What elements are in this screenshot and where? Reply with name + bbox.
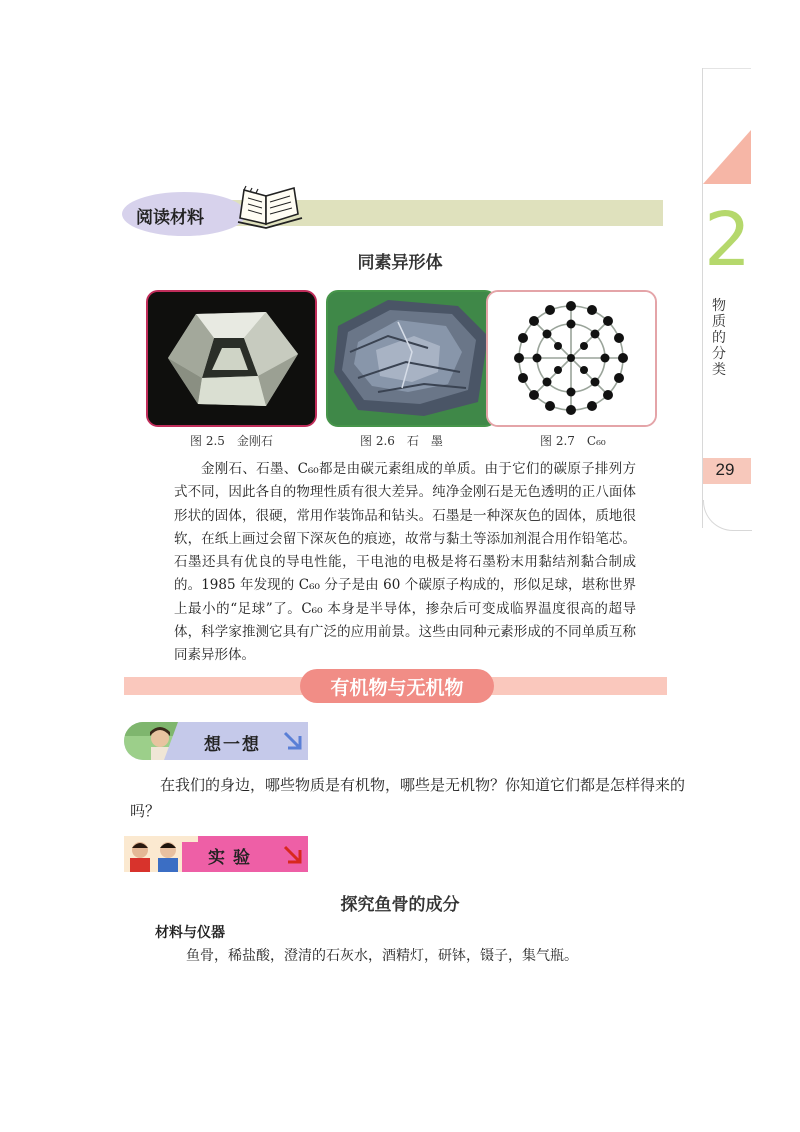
reading-paragraph bbox=[174, 458, 636, 668]
edge-curve bbox=[703, 500, 752, 531]
experiment-label: 实验 bbox=[208, 848, 258, 868]
think-label: 想一想 bbox=[204, 735, 261, 755]
page-number: 29 bbox=[715, 460, 735, 479]
graphite-figure bbox=[326, 290, 497, 427]
experiment-photo bbox=[124, 836, 198, 872]
chapter-title: 物质的分类 bbox=[712, 298, 726, 378]
figure-caption-diamond: 图 2.5 金刚石 bbox=[190, 434, 273, 448]
diamond-figure bbox=[146, 290, 317, 427]
chapter-triangle bbox=[703, 130, 751, 184]
think-text bbox=[130, 772, 686, 824]
arrow-down-right-icon bbox=[282, 844, 304, 870]
arrow-down-right-icon bbox=[282, 730, 304, 756]
edge-top-line bbox=[703, 68, 751, 69]
reading-paragraph-text: 金刚石、石墨、C₆₀都是由碳元素组成的单质。由于它们的碳原子排列方式不同，因此各自的物理性质有很大差异。纯净金刚石是无色透明的正八面体形状的固体，很硬，常用作装饰品和钻头。石墨是一种深灰色的固体，质地很软，在纸上画过会留下深灰色的痕迹，故常与黏土等添加剂混合用作铅笔芯。石墨还具有优良的导电性能，干电池的电极是将石墨粉末用黏结剂黏合制成的。1985 年发现的 C₆₀ 分子是由 60 个碳原子构成的，形似足球，堪称世界上最小的“足球”了。C₆₀ 本身是半导体，掺杂后可变成临界温度很高的超导体，科学家推测它具有广泛的应用前景。这些由同种元素形成的不同单质互称同素异形体。 bbox=[174, 461, 636, 664]
materials-heading: 材料与仪器 bbox=[155, 925, 225, 941]
figure-caption-c60: 图 2.7 C₆₀ bbox=[540, 434, 606, 448]
section-title: 有机物与无机物 bbox=[330, 677, 464, 699]
figure-caption-graphite: 图 2.6 石 墨 bbox=[360, 434, 443, 448]
experiment-title: 探究鱼骨的成分 bbox=[340, 895, 460, 915]
article-title: 同素异形体 bbox=[357, 253, 443, 273]
think-photo bbox=[124, 722, 202, 760]
materials-text: 鱼骨，稀盐酸，澄清的石灰水，酒精灯，研钵，镊子，集气瓶。 bbox=[186, 948, 578, 964]
chapter-number: 2 bbox=[704, 197, 752, 283]
open-book-icon bbox=[236, 184, 306, 236]
think-question: 在我们的身边，哪些物质是有机物，哪些是无机物？你知道它们都是怎样得来的吗？ bbox=[130, 776, 686, 820]
reading-label: 阅读材料 bbox=[136, 208, 204, 228]
c60-figure bbox=[486, 290, 657, 427]
